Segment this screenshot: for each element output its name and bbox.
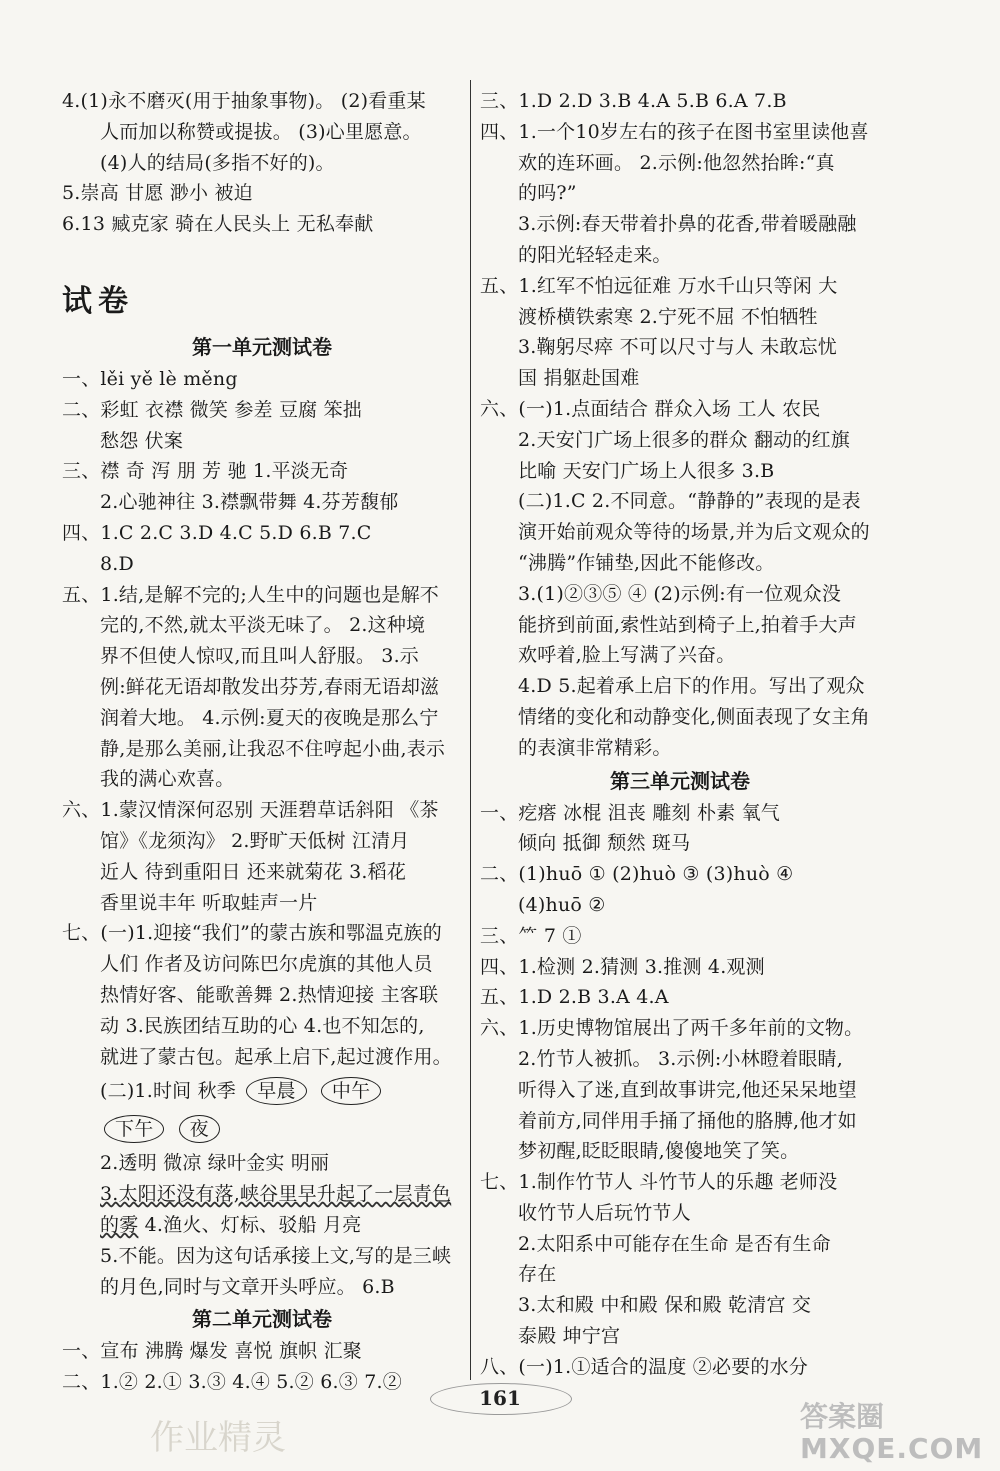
- answer-line: 六、1.历史博物馆展出了两千多年前的文物。: [480, 1017, 864, 1040]
- answer-line: 渡桥横铁索寒 2.宁死不屈 不怕牺牲: [518, 305, 818, 328]
- answer-line: 动 3.民族团结互助的心 4.也不知怎的,: [100, 1014, 425, 1037]
- answer-line: 三、1.D 2.D 3.B 4.A 5.B 6.A 7.B: [480, 90, 787, 112]
- answer-line: 七、1.制作竹节人 斗竹节人的乐趣 老师没: [480, 1171, 838, 1194]
- right-block1: [480, 86, 880, 764]
- answer-line: “沸腾”作铺垫,因此不能修改。: [518, 551, 775, 574]
- answer-line: 人们 作者及访问陈巴尔虎旗的其他人员: [100, 953, 433, 976]
- answer-line: 3.示例:春天带着扑鼻的花香,带着暖融融: [518, 213, 857, 236]
- answer-line: 热情好客、能歌善舞 2.热情迎接 主客联: [100, 983, 439, 1006]
- answer-line: 二、彩虹 衣襟 微笑 参差 豆腐 笨拙: [62, 398, 362, 421]
- answer-line: 4.(1)永不磨灭(用于抽象事物)。 (2)看重某: [62, 90, 426, 112]
- answer-line: 香里说丰年 听取蛙声一片: [100, 891, 318, 914]
- answer-line: 五、1.红军不怕远征难 万水千山只等闲 大: [480, 274, 838, 297]
- answer-line: 梦初醒,眨眨眼睛,傻傻地笑了笑。: [518, 1140, 800, 1163]
- answer-line: 三、⺮ 7 ①: [480, 924, 582, 947]
- answer-line: 2.天安门广场上很多的群众 翻动的红旗: [518, 428, 850, 451]
- unit1-answers: [62, 364, 462, 1302]
- answer-line: 我的满心欢喜。: [100, 768, 235, 791]
- answer-line: 4.D 5.起着承上启下的作用。写出了观众: [518, 675, 865, 698]
- answer-line: 馆》《龙须沟》 2.野旷天低树 江清月: [100, 829, 410, 852]
- answer-line: [62, 1110, 462, 1148]
- answer-line: 静,是那么美丽,让我忍不住哼起小曲,表示: [100, 737, 446, 760]
- wavy-underlined-text: 3.太阳还没有落,峡谷里早升起了一层青色: [100, 1183, 452, 1206]
- unit2-answers: [62, 1336, 462, 1398]
- page-number: 161: [479, 1386, 521, 1410]
- answer-line: (4)人的结局(多指不好的)。: [100, 151, 335, 174]
- right-column: [480, 86, 880, 1383]
- answer-line: 3.(1)②③⑤ ④ (2)示例:有一位观众没: [518, 582, 842, 605]
- answer-line: 就进了蒙古包。起承上启下,起过渡作用。: [100, 1045, 452, 1068]
- answer-line: 欢的连环画。 2.示例:他忽然抬眸:“真: [518, 151, 835, 174]
- answer-line: (二)1.C 2.不同意。“静静的”表现的是表: [518, 490, 861, 513]
- answer-line: 四、1.一个10岁左右的孩子在图书室里读他喜: [480, 120, 869, 143]
- answer-line: 2.透明 微凉 绿叶金实 明丽: [100, 1152, 330, 1175]
- answer-line: 愁怨 伏案: [100, 429, 184, 452]
- answer-line: 3.太和殿 中和殿 保和殿 乾清宫 交: [518, 1294, 812, 1317]
- watermark-url: MXQE.COM: [800, 1432, 984, 1465]
- answer-line: 一、lěi yě lè měng: [62, 367, 238, 390]
- answer-line: 收竹节人后玩竹节人: [518, 1201, 691, 1224]
- answer-line: (4)huō ②: [518, 893, 606, 916]
- left-block1: [62, 86, 462, 240]
- answer-line: 近人 待到重阳日 还来就菊花 3.稻花: [100, 860, 407, 883]
- column-divider: [470, 80, 471, 1380]
- wavy-underlined-text: 的雾: [100, 1213, 139, 1236]
- answer-line: 倾向 抵御 颓然 斑马: [518, 832, 691, 855]
- watermark-logo-text: 答案圈: [800, 1400, 885, 1433]
- answer-line: 界不但使人惊叹,而且叫人舒服。 3.示: [100, 645, 420, 668]
- answer-line: 情绪的变化和动静变化,侧面表现了女主角: [518, 705, 870, 728]
- answer-line: 演开始前观众等待的场景,并为后文观众的: [518, 521, 870, 544]
- answer-line: 2.太阳系中可能存在生命 是否有生命: [518, 1232, 831, 1255]
- section-heading: 试卷: [62, 283, 134, 319]
- answer-line: 的吗?”: [518, 182, 577, 205]
- answer-line: 3.鞠躬尽瘁 不可以尺寸与人 未敢忘忧: [518, 336, 838, 359]
- answer-text: 4.渔火、灯标、驳船 月亮: [138, 1213, 362, 1236]
- circled-answer: 早晨: [246, 1077, 306, 1105]
- answer-line: [62, 1179, 462, 1210]
- answer-line: 国 捐躯赴国难: [518, 367, 640, 390]
- answer-line: 的表演非常精彩。: [518, 736, 672, 759]
- answer-line: 一、宣布 沸腾 爆发 喜悦 旗帜 汇聚: [62, 1340, 362, 1363]
- answer-line: 三、襟 奇 泻 朋 芳 驰 1.平淡无奇: [62, 460, 349, 483]
- answer-line: 例:鲜花无语却散发出芬芳,春雨无语却滋: [100, 675, 440, 698]
- answer-line: 五、1.结,是解不完的;人生中的问题也是解不: [62, 583, 439, 606]
- answer-line: 比喻 天安门广场上人很多 3.B: [518, 459, 775, 482]
- answer-line: 八、(一)1.①适合的温度 ②必要的水分: [480, 1355, 808, 1378]
- answer-line: 四、1.检测 2.猜测 3.推测 4.观测: [480, 955, 765, 978]
- answer-line: 五、1.D 2.B 3.A 4.A: [480, 986, 669, 1009]
- answer-line: 完的,不然,就太平淡无味了。 2.这种境: [100, 614, 426, 637]
- answer-line: 七、(一)1.迎接“我们”的蒙古族和鄂温克族的: [62, 922, 442, 945]
- unit3-answers: [480, 798, 880, 1383]
- answer-line: 润着大地。 4.示例:夏天的夜晚是那么宁: [100, 706, 439, 729]
- answer-line: 人而加以称赞或提拔。 (3)心里愿意。: [100, 120, 422, 143]
- answer-line: 听得入了迷,直到故事讲完,他还呆呆地望: [518, 1078, 857, 1101]
- answer-line: 2.竹节人被抓。 3.示例:小林瞪着眼睛,: [518, 1047, 843, 1070]
- unit-title: 第二单元测试卷: [192, 1307, 332, 1332]
- answer-line: 欢呼着,脸上写满了兴奋。: [518, 644, 736, 667]
- answer-line: 8.D: [100, 552, 134, 575]
- answer-text: (二)1.时间 秋季: [100, 1080, 236, 1103]
- answer-line: 四、1.C 2.C 3.D 4.C 5.D 6.B 7.C: [62, 521, 372, 544]
- answer-line: 二、(1)huō ① (2)huò ③ (3)huò ④: [480, 863, 794, 886]
- watermark-left: 作业精灵: [150, 1418, 286, 1458]
- answer-line: 着前方,同伴用手捅了捅他的胳膊,他才如: [518, 1109, 857, 1132]
- unit-title: 第三单元测试卷: [610, 768, 750, 793]
- answer-line: 六、1.蒙汉情深何忍别 天涯碧草话斜阳 《茶: [62, 799, 439, 822]
- answer-line: 5.不能。因为这句话承接上文,写的是三峡: [100, 1244, 452, 1267]
- answer-line: 六、(一)1.点面结合 群众入场 工人 农民: [480, 397, 821, 420]
- circled-answer: 下午: [104, 1115, 164, 1143]
- answer-line: [62, 1210, 462, 1241]
- answer-line: 6.13 臧克家 骑在人民头上 无私奉献: [62, 213, 374, 236]
- answer-line: 能挤到前面,索性站到椅子上,拍着手大声: [518, 613, 857, 636]
- left-column: [62, 86, 462, 1398]
- circled-answer: 夜: [179, 1115, 220, 1143]
- circled-answer: 中午: [321, 1077, 381, 1105]
- answer-line: [62, 1072, 462, 1110]
- answer-line: 5.崇高 甘愿 渺小 被迫: [62, 182, 253, 205]
- answer-line: 的月色,同时与文章开头呼应。 6.B: [100, 1275, 395, 1298]
- answer-line: 2.心驰神往 3.襟飘带舞 4.芬芳馥郁: [100, 491, 399, 514]
- answer-line: 泰殿 坤宁宫: [518, 1325, 621, 1348]
- answer-line: 一、疙瘩 冰棍 沮丧 雕刻 朴素 氧气: [480, 801, 780, 824]
- answer-line: 二、1.② 2.① 3.③ 4.④ 5.② 6.③ 7.②: [62, 1371, 402, 1394]
- answer-line: 存在: [518, 1263, 557, 1286]
- answer-line: 的阳光轻轻走来。: [518, 243, 672, 266]
- unit-title: 第一单元测试卷: [192, 334, 332, 359]
